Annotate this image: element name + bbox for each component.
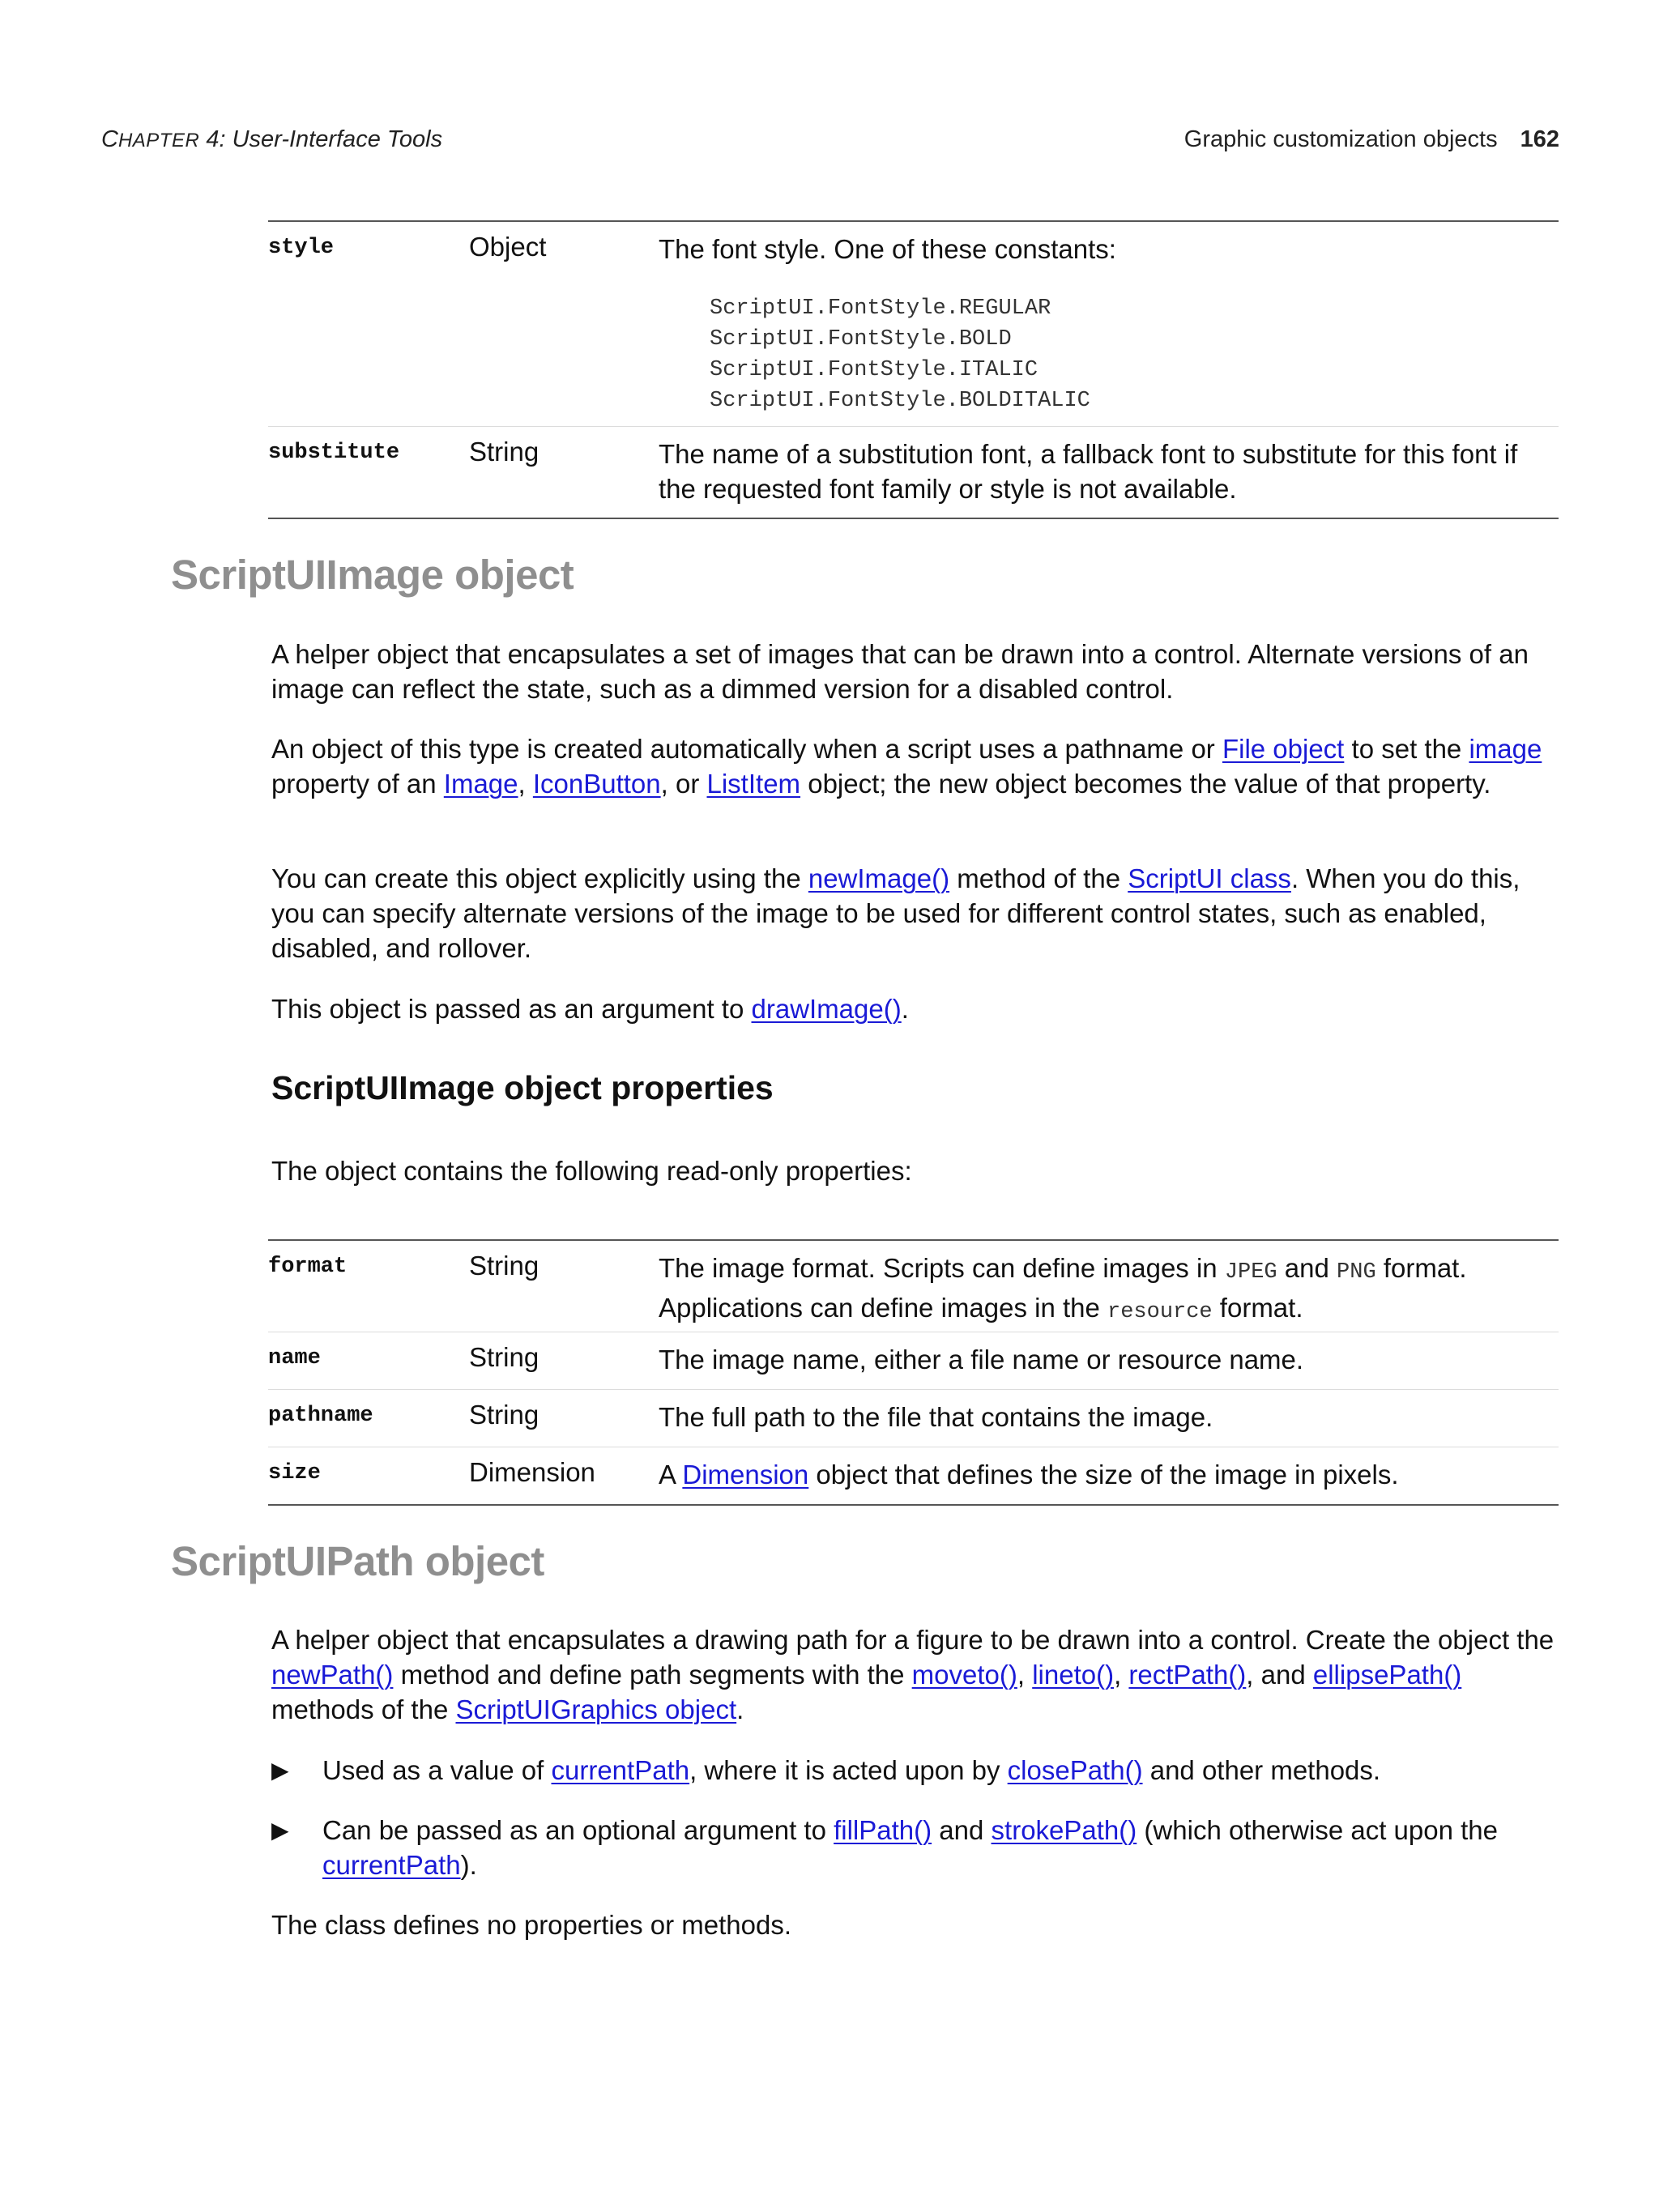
paragraph <box>271 1622 1559 1727</box>
link-strokepath[interactable]: strokePath() <box>991 1815 1137 1845</box>
chapter-title <box>101 126 442 153</box>
text: format. Applications can define images in the <box>659 1253 1467 1323</box>
font-style-constants <box>710 293 1090 416</box>
link-file-object[interactable]: File object <box>1222 734 1345 764</box>
list-item-text <box>322 1813 1559 1882</box>
text: object that defines the size of the image in pixels. <box>808 1460 1399 1490</box>
property-description <box>659 1251 1559 1330</box>
text: , <box>518 769 533 799</box>
text: property of an <box>271 769 444 799</box>
link-scriptui-class[interactable]: ScriptUI class <box>1128 863 1291 893</box>
text: , and <box>1246 1660 1313 1690</box>
text: . When you do this, you can specify alternate versions of the image to be used for different control states, such as enabled, disabled, and rollover. <box>271 863 1520 963</box>
text: . <box>736 1694 744 1724</box>
property-type: Dimension <box>469 1457 595 1487</box>
section-title: Graphic customization objects <box>1183 126 1498 152</box>
property-description <box>659 1457 1559 1492</box>
property-description: The full path to the file that contains the image. <box>659 1402 1213 1432</box>
running-header <box>101 126 1559 159</box>
chapter-prefix: C <box>101 126 118 152</box>
link-iconbutton[interactable]: IconButton <box>532 769 661 799</box>
code-resource: resource <box>1107 1300 1213 1324</box>
table-row <box>268 426 1559 518</box>
bullet-triangle-icon: ▶ <box>271 1758 289 1783</box>
text: methods of the <box>271 1694 456 1724</box>
text: You can create this object explicitly using the <box>271 863 808 893</box>
link-rectpath[interactable]: rectPath() <box>1128 1660 1247 1690</box>
paragraph <box>271 991 1559 1026</box>
section-heading-scriptuipath: ScriptUIPath object <box>171 1538 544 1584</box>
constant-bold: ScriptUI.FontStyle.BOLD <box>710 327 1012 352</box>
link-image-property[interactable]: image <box>1469 734 1542 764</box>
text: , <box>1017 1660 1033 1690</box>
paragraph <box>271 731 1559 801</box>
text: format. <box>1212 1293 1303 1323</box>
paragraph <box>271 861 1559 965</box>
section-heading-scriptuiimage: ScriptUIImage object <box>171 552 574 598</box>
property-name: pathname <box>268 1404 373 1428</box>
property-description: The image name, either a file name or resource name. <box>659 1345 1304 1375</box>
text: object; the new object becomes the value of that property. <box>800 769 1491 799</box>
text: The image format. Scripts can define images in <box>659 1253 1225 1283</box>
image-properties-table <box>268 1239 1559 1506</box>
property-name: substitute <box>268 441 400 465</box>
link-newpath[interactable]: newPath() <box>271 1660 394 1690</box>
link-currentpath[interactable]: currentPath <box>322 1850 461 1880</box>
text: This object is passed as an argument to <box>271 994 752 1024</box>
text: , where it is acted upon by <box>689 1755 1008 1785</box>
text: ). <box>460 1850 477 1880</box>
link-image[interactable]: Image <box>443 769 518 799</box>
text: and <box>932 1815 992 1845</box>
link-listitem[interactable]: ListItem <box>706 769 801 799</box>
link-closepath[interactable]: closePath() <box>1007 1755 1143 1785</box>
property-description: The font style. One of these constants: <box>659 234 1116 264</box>
paragraph: A helper object that encapsulates a set of images that can be drawn into a control. Alternate versions of an image can reflect the state, such as a dimmed version for a disabled control. <box>271 639 1529 704</box>
table-row <box>268 1447 1559 1504</box>
text: method of the <box>949 863 1128 893</box>
text: to set the <box>1344 734 1469 764</box>
property-description: The name of a substitution font, a fallback font to substitute for this font if the requested font family or style is not available. <box>659 439 1518 504</box>
text: . <box>901 994 909 1024</box>
link-fillpath[interactable]: fillPath() <box>834 1815 932 1845</box>
table-row <box>268 1241 1559 1332</box>
bullet-triangle-icon: ▶ <box>271 1818 289 1843</box>
text: , <box>1114 1660 1129 1690</box>
link-drawimage[interactable]: drawImage() <box>751 994 902 1024</box>
link-lineto[interactable]: lineto() <box>1032 1660 1115 1690</box>
constant-regular: ScriptUI.FontStyle.REGULAR <box>710 296 1051 321</box>
code-png: PNG <box>1337 1260 1376 1285</box>
table-row <box>268 1332 1559 1389</box>
property-name: size <box>268 1461 321 1485</box>
link-ellipsepath[interactable]: ellipsePath() <box>1312 1660 1462 1690</box>
code-jpeg: JPEG <box>1224 1260 1277 1285</box>
font-properties-table <box>268 220 1559 519</box>
link-scriptuigraphics-object[interactable]: ScriptUIGraphics object <box>455 1694 737 1724</box>
subheading-image-properties: ScriptUIImage object properties <box>271 1069 774 1106</box>
text: (which otherwise act upon the <box>1137 1815 1499 1845</box>
paragraph: The class defines no properties or methods. <box>271 1910 792 1940</box>
text: method and define path segments with the <box>393 1660 912 1690</box>
text: Can be passed as an optional argument to <box>322 1815 834 1845</box>
text: , or <box>660 769 707 799</box>
property-type: String <box>469 1342 539 1372</box>
property-name: style <box>268 236 335 260</box>
constant-bolditalic: ScriptUI.FontStyle.BOLDITALIC <box>710 389 1090 413</box>
link-newimage[interactable]: newImage() <box>808 863 950 893</box>
text: and <box>1277 1253 1337 1283</box>
property-name: format <box>268 1255 348 1279</box>
page-number: 162 <box>1520 126 1559 152</box>
property-type: String <box>469 1400 539 1430</box>
text: and other methods. <box>1142 1755 1381 1785</box>
link-moveto[interactable]: moveto() <box>911 1660 1017 1690</box>
property-type: Object <box>469 232 547 262</box>
link-dimension[interactable]: Dimension <box>682 1460 809 1490</box>
text: A <box>659 1460 683 1490</box>
paragraph: The object contains the following read-only properties: <box>271 1156 912 1186</box>
property-type: String <box>469 1251 539 1281</box>
text: Used as a value of <box>322 1755 552 1785</box>
table-row <box>268 222 1559 426</box>
property-name: name <box>268 1346 321 1370</box>
text: An object of this type is created automatically when a script uses a pathname or <box>271 734 1222 764</box>
list-item-text <box>322 1753 1559 1788</box>
table-row <box>268 1389 1559 1447</box>
constant-italic: ScriptUI.FontStyle.ITALIC <box>710 358 1038 382</box>
property-type: String <box>469 437 539 467</box>
section-and-page <box>1184 126 1559 153</box>
chapter-rest: 4: User-Interface Tools <box>199 126 443 152</box>
link-currentpath[interactable]: currentPath <box>551 1755 690 1785</box>
text: A helper object that encapsulates a drawing path for a figure to be drawn into a control. Create the object the <box>271 1625 1555 1655</box>
chapter-smallcaps: HAPTER <box>117 130 200 151</box>
